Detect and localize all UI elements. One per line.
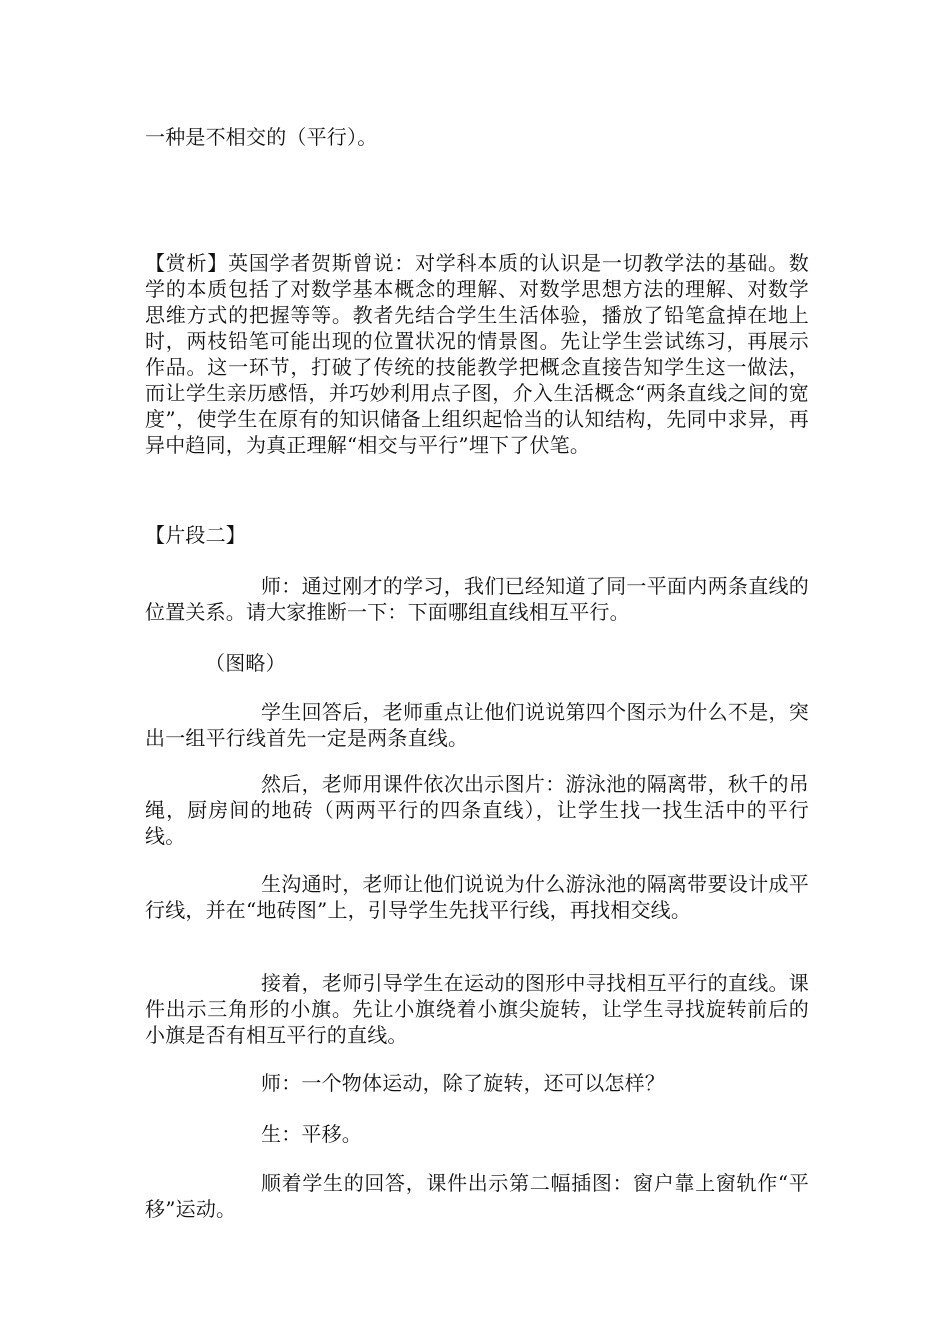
paragraph-appreciation: 【赏析】英国学者贺斯曾说：对学科本质的认识是一切教学法的基础。数学的本质包括了对数学基本概念的理解、对数学思想方法的理解、对数学思维方式的把握等等。教者先结合学生生活体验，播放了铅笔盒掉在地上时，两枝铅笔可能出现的位置状况的情景图。先让学生尝试练习，再展示作品。这一环节，打破了传统的技能教学把概念直接告知学生这一做法，而让学生亲历感悟，并巧妙利用点子图，介入生活概念“两条直线之间的宽度”，使学生在原有的知识储备上组织起恰当的认知结构，先同中求异，再异中趋同，为真正理解“相交与平行”埋下了伏笔。 — [145, 251, 809, 457]
paragraph-figure-omitted: （图略） — [205, 651, 286, 675]
paragraph-student-translation: 生：平移。 — [261, 1122, 362, 1146]
paragraph-teacher-question: 师：通过刚才的学习，我们已经知道了同一平面内两条直线的位置关系。请大家推断一下：下面哪组直线相互平行。 — [145, 574, 809, 624]
section-heading-fragment-two: 【片段二】 — [145, 523, 246, 547]
paragraph-rotation: 接着，老师引导学生在运动的图形中寻找相互平行的直线。课件出示三角形的小旗。先让小旗绕着小旗尖旋转，让学生寻找旋转前后的小旗是否有相互平行的直线。 — [145, 971, 809, 1047]
paragraph-intro-conclusion: 一种是不相交的（平行）。 — [145, 125, 378, 149]
paragraph-discussion: 生沟通时，老师让他们说说为什么游泳池的隔离带要设计成平行线，并在“地砖图”上，引导学生先找平行线，再找相交线。 — [145, 872, 809, 922]
paragraph-second-illustration: 顺着学生的回答，课件出示第二幅插图：窗户靠上窗轨作“平移”运动。 — [145, 1171, 809, 1221]
paragraph-student-answer: 学生回答后，老师重点让他们说说第四个图示为什么不是，突出一组平行线首先一定是两条直线。 — [145, 700, 809, 750]
paragraph-teacher-motion-question: 师：一个物体运动，除了旋转，还可以怎样？ — [261, 1071, 665, 1095]
paragraph-courseware-pictures: 然后，老师用课件依次出示图片：游泳池的隔离带，秋千的吊绳，厨房间的地砖（两两平行的四条直线），让学生找一找生活中的平行线。 — [145, 772, 809, 848]
